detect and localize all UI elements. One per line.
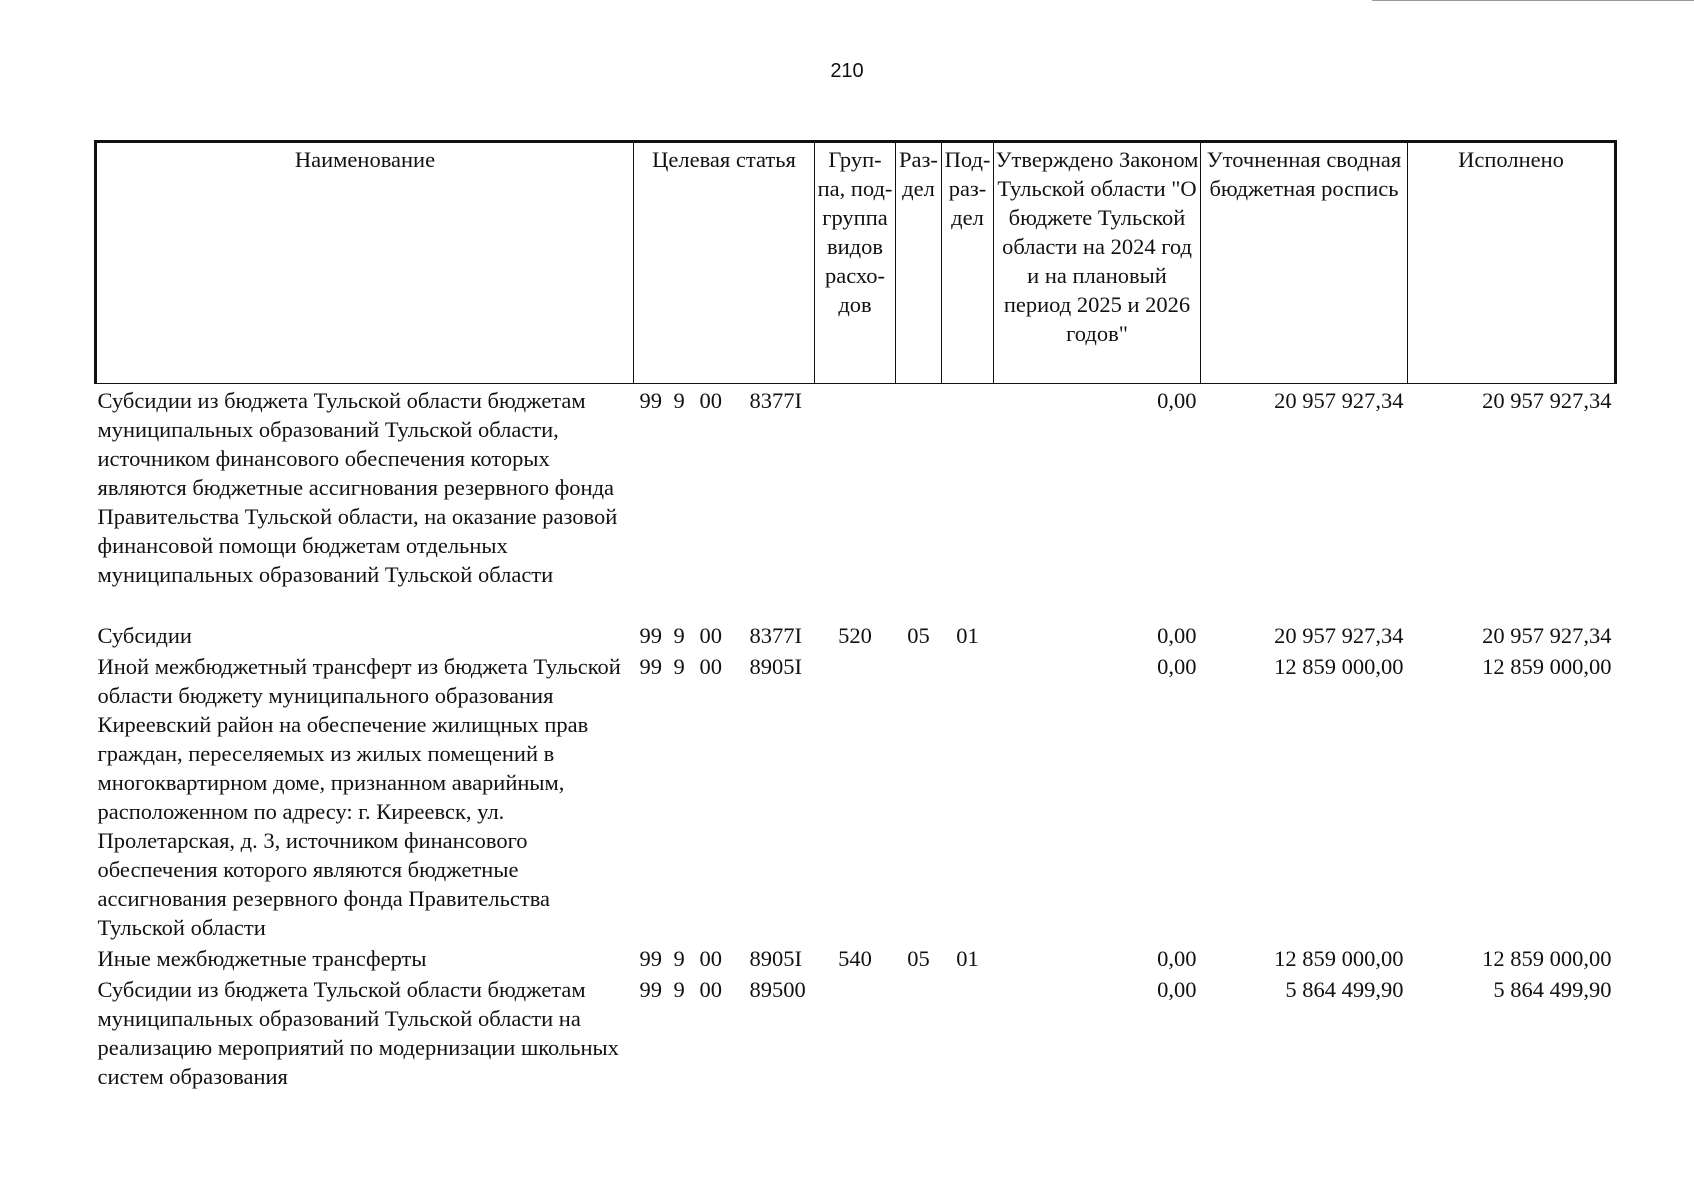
code-part: 00	[699, 388, 722, 413]
code-part: 9	[673, 388, 685, 413]
code-part: 8905I	[749, 654, 802, 679]
row-section	[896, 973, 942, 1091]
row-specified: 12 859 000,00	[1274, 946, 1404, 971]
row-subsection	[942, 650, 994, 942]
row-expense-group: 540	[838, 946, 872, 971]
row-specified: 20 957 927,34	[1274, 388, 1404, 413]
table-row	[96, 942, 1616, 973]
row-target-article	[634, 650, 815, 942]
row-name: Субсидии из бюджета Тульской области бюджетам муниципальных образований Тульской области на реализацию мероприятий по модернизации школьных систем образования	[97, 977, 619, 1089]
row-specified: 20 957 927,34	[1274, 623, 1404, 648]
row-section	[896, 650, 942, 942]
code-part: 99	[639, 946, 662, 971]
code-part: 99	[639, 388, 662, 413]
row-approved: 0,00	[1157, 388, 1197, 413]
header-expense-group: Груп-па, под-группа видов расхо-дов	[815, 142, 896, 384]
row-executed: 20 957 927,34	[1482, 388, 1612, 413]
row-target-article	[634, 942, 815, 973]
row-section: 05	[907, 946, 930, 971]
code-part: 9	[673, 946, 685, 971]
code-part: 00	[699, 946, 722, 971]
row-name: Субсидии из бюджета Тульской области бюджетам муниципальных образований Тульской области, источником финансового обеспечения которых являются бюджетные ассигнования резервного фонда Правительства Тульской области, на оказание разовой финансовой помощи бюджетам отдельных муниципальных образований Тульской области	[97, 388, 618, 587]
row-subsection	[942, 384, 994, 620]
row-executed: 5 864 499,90	[1493, 977, 1612, 1002]
table-row	[96, 384, 1616, 620]
code-part: 99	[639, 623, 662, 648]
row-executed: 12 859 000,00	[1482, 946, 1612, 971]
code-part: 8377I	[749, 623, 802, 648]
row-name: Иные межбюджетные трансферты	[97, 946, 427, 971]
header-section: Раз-дел	[896, 142, 942, 384]
row-specified: 12 859 000,00	[1274, 654, 1404, 679]
header-specified: Уточненная сводная бюджетная роспись	[1201, 142, 1408, 384]
header-subsection: Под-раз-дел	[942, 142, 994, 384]
code-part: 00	[699, 977, 722, 1002]
row-section: 05	[907, 623, 930, 648]
row-expense-group	[815, 384, 896, 620]
row-subsection: 01	[956, 623, 979, 648]
row-subsection	[942, 973, 994, 1091]
row-expense-group	[815, 650, 896, 942]
row-approved: 0,00	[1157, 623, 1197, 648]
budget-table	[94, 140, 1617, 1091]
row-approved: 0,00	[1157, 946, 1197, 971]
code-part: 8905I	[749, 946, 802, 971]
header-target-article: Целевая статья	[634, 142, 815, 384]
row-target-article	[634, 384, 815, 620]
row-target-article	[634, 973, 815, 1091]
code-part: 9	[673, 977, 685, 1002]
row-subsection: 01	[956, 946, 979, 971]
table-row	[96, 619, 1616, 650]
code-part: 89500	[749, 977, 806, 1002]
code-part: 99	[639, 977, 662, 1002]
code-part: 9	[673, 623, 685, 648]
row-approved: 0,00	[1157, 977, 1197, 1002]
header-approved: Утверждено Законом Тульской области "О бюджете Тульской области на 2024 год и на плановый период 2025 и 2026 годов"	[994, 142, 1201, 384]
table-row	[96, 650, 1616, 942]
page-number: 210	[830, 60, 864, 82]
code-part: 99	[639, 654, 662, 679]
header-executed: Исполнено	[1408, 142, 1616, 384]
row-name: Субсидии	[97, 623, 192, 648]
row-executed: 12 859 000,00	[1482, 654, 1612, 679]
code-part: 00	[699, 623, 722, 648]
row-target-article	[634, 619, 815, 650]
row-expense-group: 520	[838, 623, 872, 648]
code-part: 00	[699, 654, 722, 679]
code-part: 9	[673, 654, 685, 679]
table-row	[96, 973, 1616, 1091]
code-part: 8377I	[749, 388, 802, 413]
row-expense-group	[815, 973, 896, 1091]
row-specified: 5 864 499,90	[1285, 977, 1404, 1002]
row-executed: 20 957 927,34	[1482, 623, 1612, 648]
row-section	[896, 384, 942, 620]
row-name: Иной межбюджетный трансферт из бюджета Тульской области бюджету муниципального образования Киреевский район на обеспечение жилищных прав граждан, переселяемых из жилых помещений в многоквартирном доме, признанном аварийным, расположенном по адресу: г. Киреевск, ул. Пролетарская, д. 3, источником финансового обеспечения которого являются бюджетные ассигнования резервного фонда Правительства Тульской области	[97, 654, 621, 940]
top-edge-rule	[1372, 0, 1694, 1]
header-name: Наименование	[96, 142, 634, 384]
table-header-row	[96, 142, 1616, 384]
row-approved: 0,00	[1157, 654, 1197, 679]
